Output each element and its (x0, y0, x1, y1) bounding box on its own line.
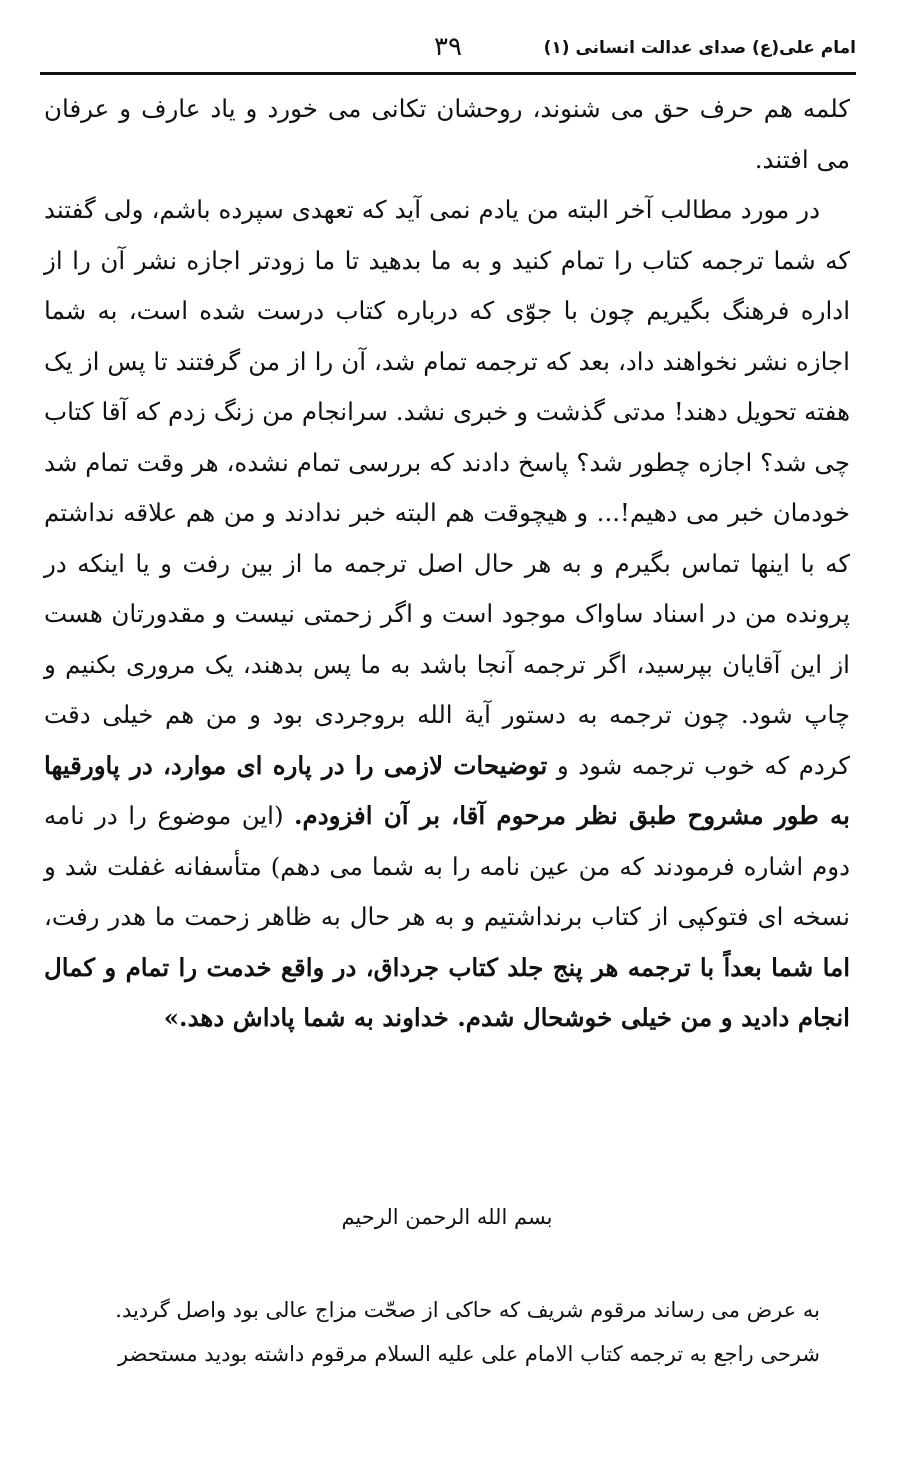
paragraph-2-bold-1: توضیحات لازمی را در پاره ای موارد، در پاورقیها به طور مشروح طبق نظر مرحوم آقا، بر آن افزودم. (44, 750, 850, 830)
letter-line-1: به عرض می رساند مرقوم شریف که حاکی از صحّت مزاج عالی بود واصل گردید. (115, 1298, 820, 1322)
page-header (40, 30, 856, 74)
page-number: ۳۹ (434, 32, 462, 62)
running-head: امام علی(ع) صدای عدالت انسانی (۱) (543, 38, 856, 58)
letter-line-2: شرحی راجع به ترجمه کتاب الامام علی علیه السلام مرقوم داشته بودید مستحضر (117, 1342, 820, 1366)
paragraph-2 (44, 185, 850, 1044)
basmala-heading: بسم الله الرحمن الرحیم (341, 1205, 553, 1229)
header-rule (40, 72, 856, 75)
paragraph-2-bold-2: اما شما بعداً با ترجمه هر پنج جلد کتاب جرداق، در واقع خدمت را تمام و کمال انجام دادید و من خیلی خوشحال شدم. خداوند به شما پاداش دهد.» (44, 952, 850, 1032)
paragraph-1: کلمه هم حرف حق می شنوند، روحشان تکانی می خورد و یاد عارف و عرفان می افتند. (44, 94, 850, 174)
paragraph-2-text-2: (این موضوع را در نامه دوم اشاره فرمودند که من عین نامه را به شما می دهم) متأسفانه غفلت شد و نسخه ای فتوکپی از کتاب برنداشتیم و به هر حال به ظاهر زحمت ما هدر رفت، (44, 801, 850, 931)
paragraph-2-text-1: در مورد مطالب آخر البته من یادم نمی آید که تعهدی سپرده باشم، ولی گفتند که شما ترجمه کتاب را تمام کنید و به ما بدهید تا ما زودتر اجازه نشر آن را از اداره فرهنگ بگیریم چون با جوّی که درباره کتاب درست شده است، به شما اجازه نشر نخواهند داد، بعد که ترجمه تمام شد، آن را از من گرفتند تا پس از یک هفته تحویل دهند! مدتی گذشت و خبری نشد. سرانجام من زنگ زدم که آقا کتاب چی شد؟ اجازه چطور شد؟ پاسخ دادند که بررسی تمام نشده، هر وقت تمام شد خودمان خبر می دهیم!... و هیچوقت هم البته خبر ندادند و من هم علاقه نداشتم که با اینها تماس بگیرم و به هر حال اصل ترجمه ما از بین رفت و یا اینکه در پرونده من در اسناد ساواک موجود است و اگر زحمتی نیست و مقدورتان هست از این آقایان بپرسید، اگر ترجمه آنجا باشد به ما پس بدهند، یک مروری بکنیم و چاپ شود. چون ترجمه به دستور آیة الله بروجردی بود و من هم خیلی دقت کردم که خوب ترجمه شود و (44, 195, 850, 780)
letter-text (80, 1288, 820, 1376)
body-text (44, 84, 850, 1044)
